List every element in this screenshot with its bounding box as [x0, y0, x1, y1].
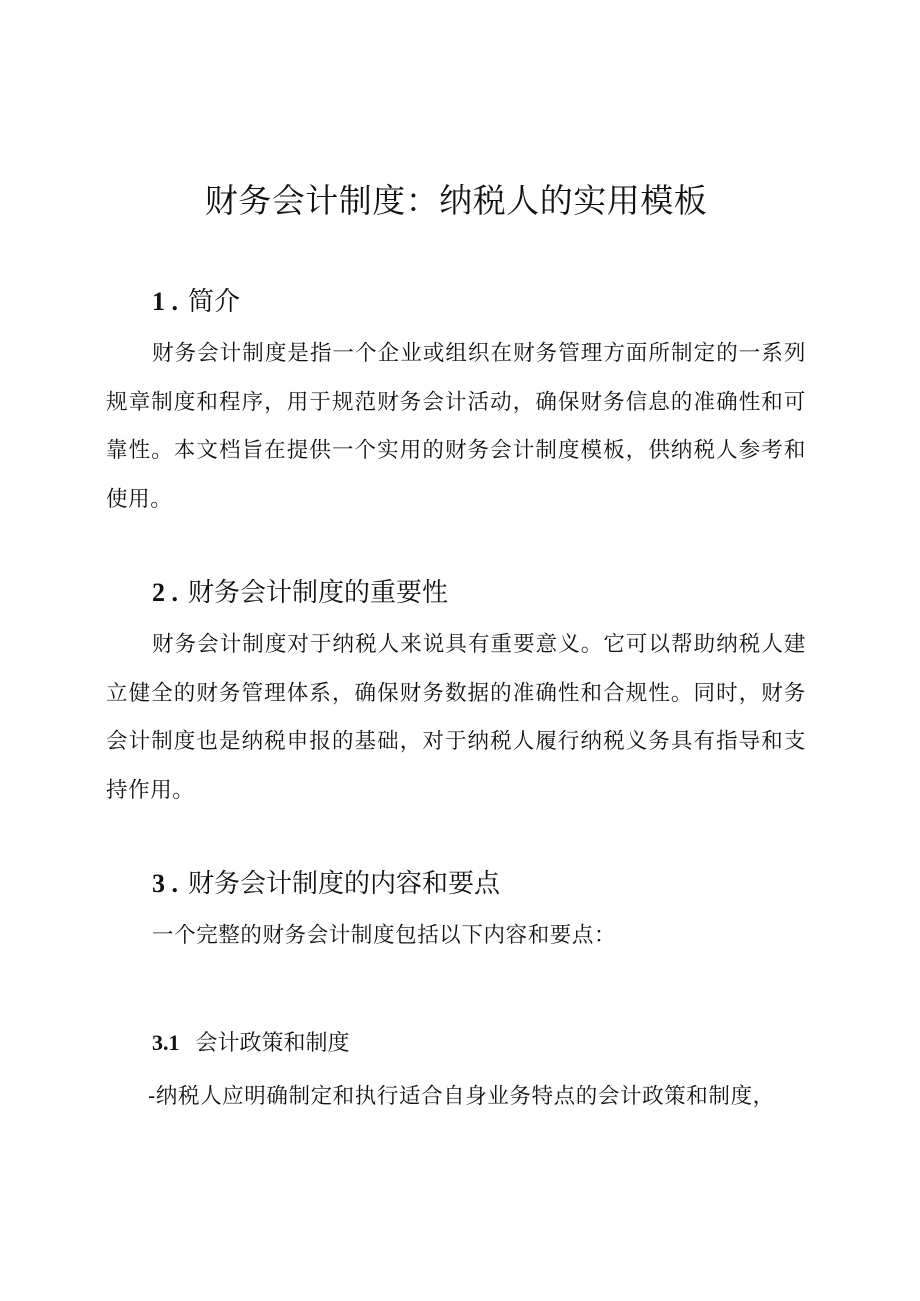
subsection-title: 会计政策和制度: [195, 1031, 350, 1056]
section-number: 3 .: [152, 869, 178, 898]
section-number: 2 .: [152, 578, 178, 607]
section-heading-content: [152, 866, 500, 902]
section-title: 财务会计制度的内容和要点: [188, 869, 501, 899]
section-paragraph-introduction: 财务会计制度是指一个企业或组织在财务管理方面所制定的一系列规章制度和程序，用于规范财务会计活动，确保财务信息的准确性和可靠性。本文档旨在提供一个实用的财务会计制度模板，供纳税人参考和使用。: [106, 341, 806, 512]
section-paragraph-content: 一个完整的财务会计制度包括以下内容和要点：: [152, 923, 617, 948]
section-title: 财务会计制度的重要性: [188, 578, 449, 608]
section-heading-importance: [152, 575, 448, 611]
section-number: 1 .: [152, 287, 178, 316]
section-paragraph-importance: 财务会计制度对于纳税人来说具有重要意义。它可以帮助纳税人建立健全的财务管理体系，确保财务数据的准确性和合规性。同时，财务会计制度也是纳税申报的基础，对于纳税人履行纳税义务具有指导和支持作用。: [106, 632, 806, 803]
subsection-line: -纳税人应明确制定和执行适合自身业务特点的会计政策和制度，: [148, 1084, 775, 1109]
document-title: 财务会计制度：纳税人的实用模板: [204, 181, 708, 220]
subsection-number: 3.1: [152, 1030, 180, 1055]
section-title: 简介: [188, 287, 241, 317]
subsection-heading-accounting-policy: [152, 1027, 350, 1060]
section-heading-introduction: [152, 284, 240, 320]
